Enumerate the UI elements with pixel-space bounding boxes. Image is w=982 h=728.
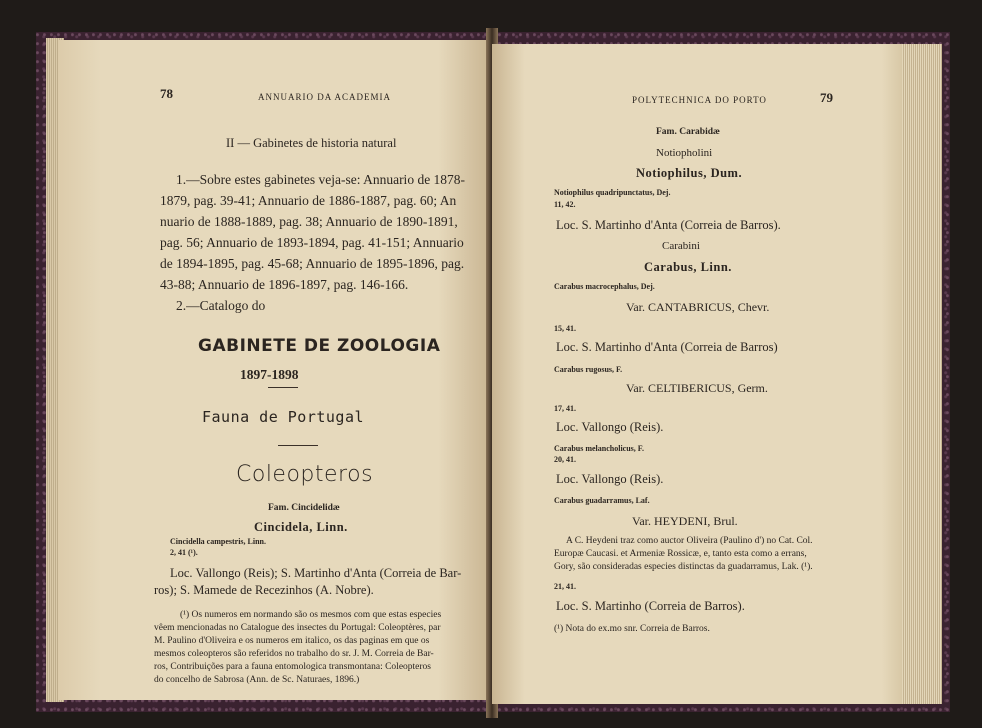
variety-name: Var. HEYDENI, Brul. — [632, 514, 738, 528]
para-line: 1879, pag. 39-41; Annuario de 1886-1887, pag. 60; An — [160, 193, 457, 208]
species-name: Carabus guadarramus, Laf. — [554, 496, 650, 505]
genus-name: Notiophilus, Dum. — [636, 166, 743, 180]
footnote-line: ros, Contribuições para a fauna entomologica transmontana: Coleopteros — [154, 662, 432, 672]
locality-line: Loc. Vallongo (Reis). — [556, 420, 664, 434]
footnote-line: (¹) Nota do ex.mo snr. Correia de Barros. — [554, 624, 710, 634]
para-line: nuario de 1888-1889, pag. 38; Annuario de 1890-1891, — [160, 214, 458, 229]
footnote-line: M. Paulino d'Oliveira e os numeros em italico, os das paginas em que os — [154, 636, 430, 646]
running-head: POLYTECHNICA DO PORTO — [632, 95, 767, 105]
note-ref: 21, 41. — [554, 582, 576, 591]
species-name: Cincidella campestris, Linn. — [170, 537, 267, 546]
note-line: Europæ Caucasi. et Armeniæ Rossicæ, e, tanto esta como a errans, — [554, 549, 807, 559]
locality-line: Loc. Vallongo (Reis); S. Martinho d'Anta (Correia de Bar- — [170, 566, 462, 580]
section-title: II — Gabinetes de historia natural — [226, 136, 397, 150]
variety-name: Var. CANTABRICUS, Chevr. — [626, 300, 770, 314]
species-name: Carabus melancholicus, F. — [554, 444, 644, 453]
page-block-edge-right — [900, 44, 942, 704]
locality-line: Loc. Vallongo (Reis). — [556, 472, 664, 486]
page-number: 79 — [820, 90, 833, 105]
footnote-line: mesmos coleopteros são referidos no trabalho do sr. J. M. Correia de Bar- — [154, 649, 434, 659]
para-line: 43-88; Annuario de 1896-1897, pag. 146-166. — [160, 277, 409, 292]
species-ref: 20, 41. — [554, 455, 576, 464]
para-line: de 1894-1895, pag. 45-68; Annuario de 1895-1896, pag. — [160, 256, 465, 271]
running-head: ANNUARIO DA ACADEMIA — [258, 92, 392, 102]
variety-ref: 17, 41. — [554, 404, 576, 413]
divider — [268, 387, 298, 388]
note-line: A C. Heydeni traz como auctor Oliveira (Paulino d') no Cat. Col. — [566, 536, 813, 546]
right-page — [492, 44, 902, 704]
variety-ref: 15, 41. — [554, 324, 576, 333]
species-name: Notiophilus quadripunctatus, Dej. — [554, 188, 671, 197]
locality-line: Loc. S. Martinho (Correia de Barros). — [556, 599, 745, 613]
divider — [278, 445, 318, 446]
note-line: Gory, são consideradas especies distinctas da guadarramus, Lak. (¹). — [554, 562, 813, 572]
tribe-name: Carabini — [662, 240, 700, 252]
footnote-line: vêem mencionadas no Catalogue des insectes du Portugal: Coleoptères, par — [154, 623, 441, 633]
species-name: Carabus rugosus, F. — [554, 365, 623, 374]
locality-line: ros); S. Mamede de Recezinhos (A. Nobre). — [154, 583, 374, 597]
locality-line: Loc. S. Martinho d'Anta (Correia de Barros) — [556, 340, 778, 354]
para-line: 1.—Sobre estes gabinetes veja-se: Annuario de 1878- — [176, 172, 466, 187]
order-title: Coleopteros — [236, 462, 374, 487]
footnote-line: (¹) Os numeros em normando são os mesmos com que estas especies — [180, 610, 442, 620]
footnote-line: do concelho de Sabrosa (Ann. de Sc. Naturaes, 1896.) — [154, 675, 360, 685]
fauna-title: Fauna de Portugal — [202, 408, 365, 426]
genus-name: Cincidela, Linn. — [254, 520, 348, 534]
gabinete-title: GABINETE DE ZOOLOGIA — [198, 336, 441, 356]
family-name: Fam. Cincidelidæ — [268, 503, 340, 513]
para-line: 2.—Catalogo do — [176, 298, 266, 313]
left-page — [58, 40, 490, 700]
genus-name: Carabus, Linn. — [644, 260, 732, 274]
para-line: pag. 56; Annuario de 1893-1894, pag. 41-151; Annuario — [160, 235, 464, 250]
locality-line: Loc. S. Martinho d'Anta (Correia de Barros). — [556, 218, 781, 232]
years: 1897-1898 — [240, 367, 299, 382]
family-name: Fam. Carabidæ — [656, 127, 720, 137]
page-number: 78 — [160, 86, 173, 101]
tribe-name: Notiopholini — [656, 147, 713, 159]
species-ref: 11, 42. — [554, 200, 576, 209]
species-name: Carabus macrocephalus, Dej. — [554, 282, 655, 291]
species-ref: 2, 41 (¹). — [170, 548, 198, 557]
variety-name: Var. CELTIBERICUS, Germ. — [626, 381, 768, 395]
